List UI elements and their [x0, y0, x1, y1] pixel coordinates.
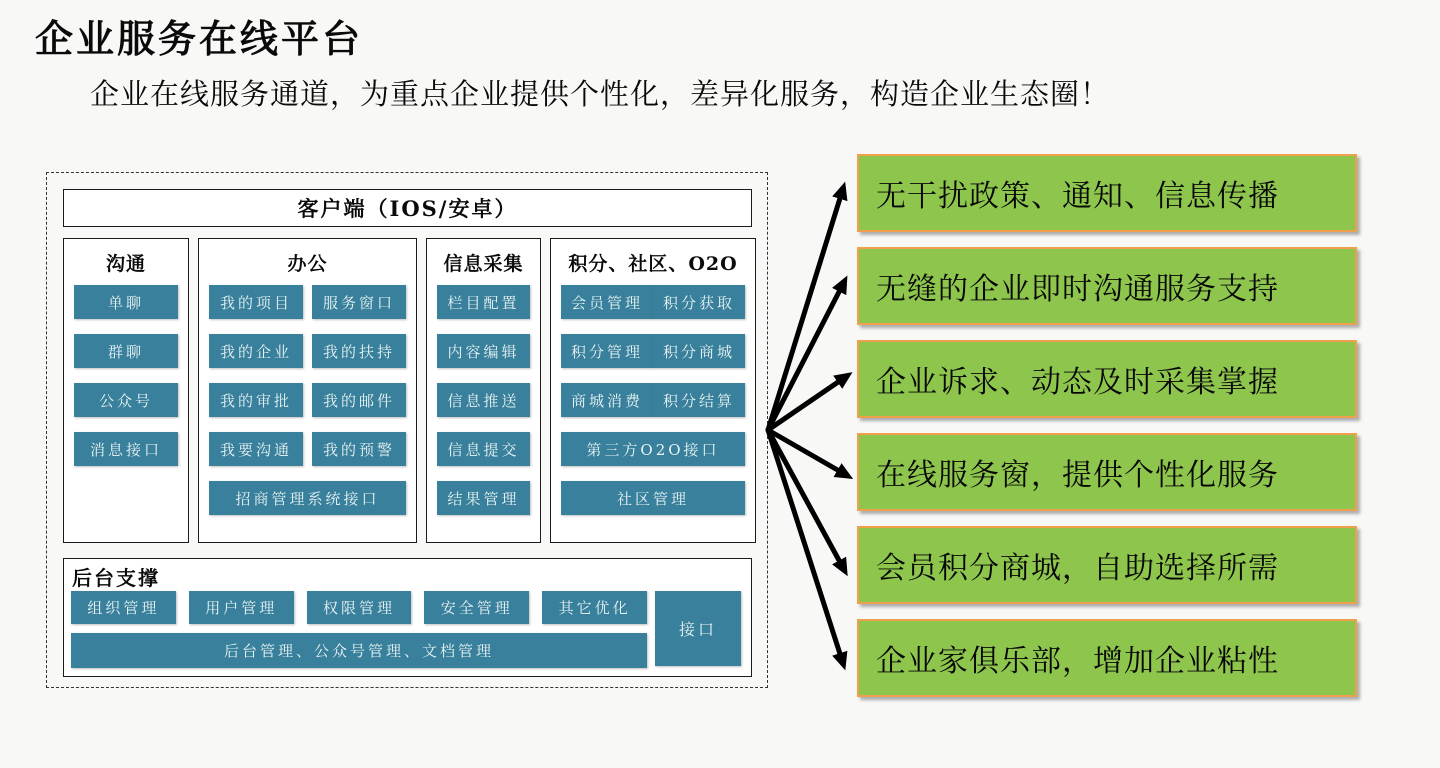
- module-button: 公众号: [74, 383, 178, 417]
- module-row: [64, 383, 188, 417]
- module-button: 招商管理系统接口: [209, 481, 406, 515]
- column-title: 沟通: [105, 252, 146, 275]
- page-subtitle: 企业在线服务通道，为重点企业提供个性化，差异化服务，构造企业生态圈！: [90, 77, 1111, 111]
- column-info-collection: [426, 238, 541, 543]
- module-button: 服务窗口: [312, 285, 406, 319]
- column-title: 办公: [287, 252, 328, 275]
- interface-block: 接口: [655, 591, 741, 666]
- module-row: [199, 383, 416, 417]
- column-communication: [63, 238, 189, 543]
- module-button: 积分获取: [653, 285, 745, 319]
- backend-section: [63, 558, 752, 677]
- module-button: 栏目配置: [437, 285, 530, 319]
- module-row: [551, 432, 755, 466]
- module-button: 社区管理: [561, 481, 745, 515]
- module-button: 其它优化: [542, 591, 647, 624]
- module-button: 会员管理: [561, 285, 653, 319]
- module-button: 我的审批: [209, 383, 303, 417]
- module-row: [427, 285, 540, 319]
- module-button: 单聊: [74, 285, 178, 319]
- client-header: 客户端（IOS/安卓）: [63, 189, 752, 227]
- column-title: 积分、社区、O2O: [568, 252, 738, 275]
- module-row: [551, 334, 755, 368]
- benefit-box: 无缝的企业即时沟通服务支持: [857, 247, 1357, 325]
- module-button: 安全管理: [424, 591, 529, 624]
- module-row: [64, 432, 188, 466]
- module-button: 消息接口: [74, 432, 178, 466]
- module-button: 我的企业: [209, 334, 303, 368]
- module-button: 我的扶持: [312, 334, 406, 368]
- module-row: [199, 432, 416, 466]
- connector-arrows: [755, 140, 870, 720]
- module-row: [199, 285, 416, 319]
- benefit-box: 在线服务窗，提供个性化服务: [857, 433, 1357, 511]
- benefits-list: [857, 154, 1357, 712]
- benefit-box: 企业家俱乐部，增加企业粘性: [857, 619, 1357, 697]
- column-office: [198, 238, 417, 543]
- module-row: [199, 334, 416, 368]
- module-row: [64, 334, 188, 368]
- module-button: 积分结算: [653, 383, 745, 417]
- client-columns: [63, 238, 756, 543]
- module-row: [427, 383, 540, 417]
- module-button: 组织管理: [71, 591, 176, 624]
- module-button: 我的项目: [209, 285, 303, 319]
- module-button: 信息推送: [437, 383, 530, 417]
- backend-modules: [71, 591, 647, 668]
- module-button: 我的预警: [312, 432, 406, 466]
- module-button: 我的邮件: [312, 383, 406, 417]
- column-title: 信息采集: [443, 252, 524, 275]
- module-button: 用户管理: [189, 591, 294, 624]
- module-button: 权限管理: [307, 591, 412, 624]
- module-row: [427, 481, 540, 515]
- column-points-community-o2o: [550, 238, 756, 543]
- module-button: 结果管理: [437, 481, 530, 515]
- module-button: 我要沟通: [209, 432, 303, 466]
- module-button: 内容编辑: [437, 334, 530, 368]
- benefit-box: 企业诉求、动态及时采集掌握: [857, 340, 1357, 418]
- module-button: 第三方O2O接口: [561, 432, 745, 466]
- platform-diagram: [46, 172, 768, 688]
- backend-title: 后台支撑: [72, 566, 160, 590]
- page-title: 企业服务在线平台: [35, 16, 364, 61]
- module-row: [551, 285, 755, 319]
- backend-row: [71, 591, 647, 624]
- module-button: 群聊: [74, 334, 178, 368]
- benefit-box: 无干扰政策、通知、信息传播: [857, 154, 1357, 232]
- module-row: [551, 383, 755, 417]
- module-row: [199, 481, 416, 515]
- module-row: [64, 285, 188, 319]
- module-button: 积分商城: [653, 334, 745, 368]
- backend-management-bar: 后台管理、公众号管理、文档管理: [71, 633, 647, 668]
- module-button: 信息提交: [437, 432, 530, 466]
- module-row: [427, 334, 540, 368]
- module-button: 积分管理: [561, 334, 653, 368]
- module-row: [427, 432, 540, 466]
- module-row: [551, 481, 755, 515]
- benefit-box: 会员积分商城，自助选择所需: [857, 526, 1357, 604]
- module-button: 商城消费: [561, 383, 653, 417]
